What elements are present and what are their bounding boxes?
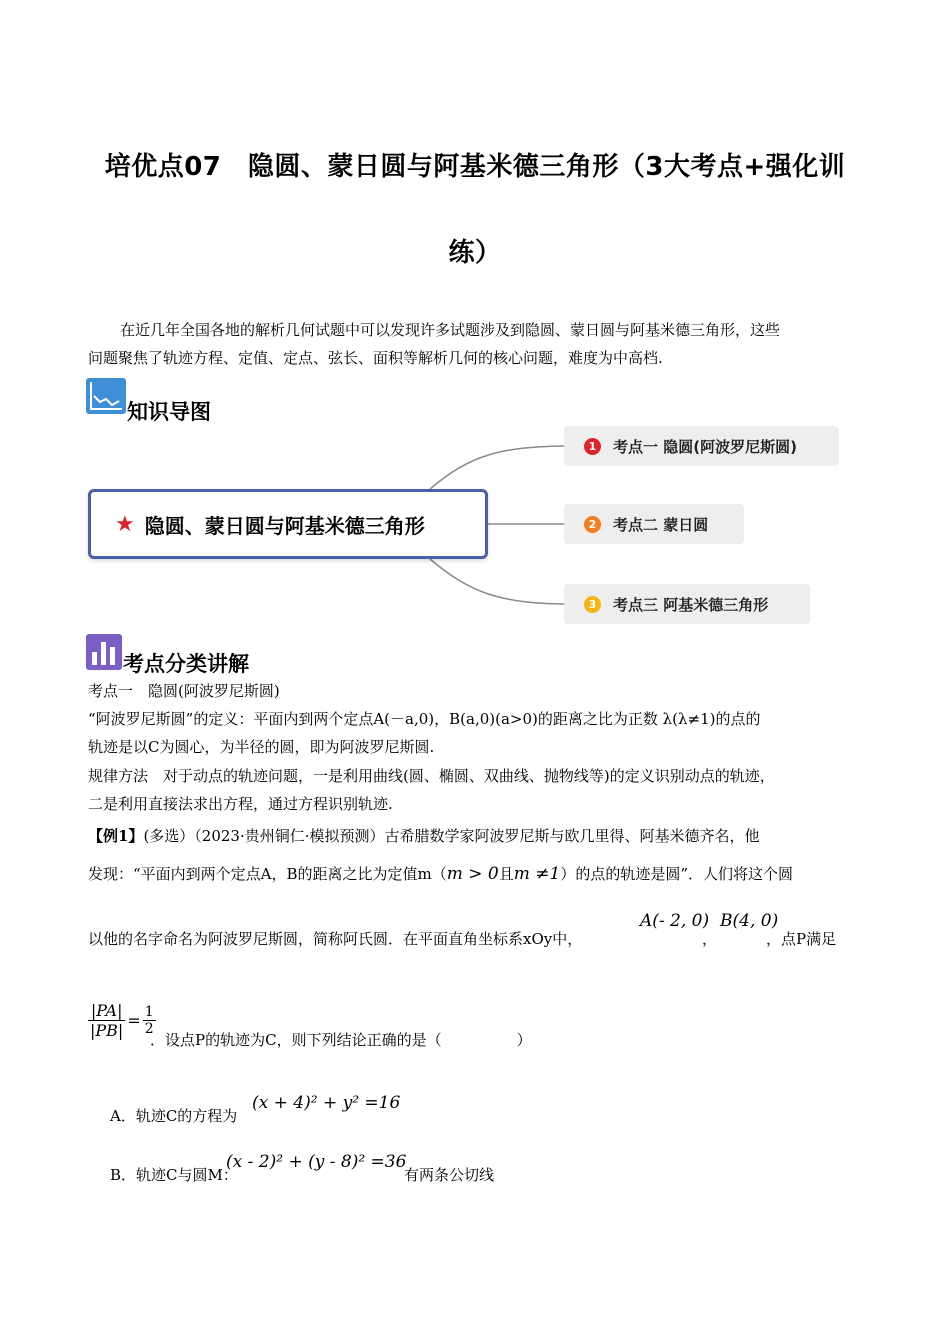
mindmap-node-2-label: 考点二 蒙日圆 bbox=[613, 515, 709, 534]
number-1-badge: 1 bbox=[584, 438, 601, 455]
number-2-badge: 2 bbox=[584, 516, 601, 533]
example-1-tag: 【例1】 bbox=[88, 827, 144, 845]
example-1-text-3a: 以他的名字命名为阿波罗尼斯圆，简称阿氏圆．在平面直角坐标系xOy中， bbox=[88, 930, 583, 948]
example-1-text-3b: ，点P满足 bbox=[766, 930, 837, 948]
ratio-formula bbox=[88, 1001, 156, 1040]
comma-separator: ， bbox=[702, 930, 718, 948]
point-b-coords: B(4, 0) bbox=[720, 911, 779, 931]
option-b-tail: 有两条公切线 bbox=[404, 1166, 495, 1184]
mindmap-central-node bbox=[88, 489, 488, 559]
mindmap-node-2 bbox=[564, 504, 744, 544]
ratio-numerator: |PA| bbox=[88, 1001, 125, 1021]
example-1-text-2b: 且 bbox=[498, 865, 514, 883]
half-numerator: 1 bbox=[144, 1004, 154, 1020]
option-a-equation: (x + 4)² + y² =16 bbox=[252, 1093, 401, 1113]
mindmap-node-3-label: 考点三 阿基米德三角形 bbox=[613, 595, 769, 614]
example-1-text: (多选）（2023·贵州铜仁·模拟预测）古希腊数学家阿波罗尼斯与欧几里得、阿基米德齐名，他 bbox=[143, 827, 760, 845]
page-title: 培优点07 隐圆、蒙日圆与阿基米德三角形（3大考点+强化训 bbox=[104, 152, 846, 182]
topic-1-title: 考点一 隐圆(阿波罗尼斯圆) bbox=[88, 682, 280, 700]
mindmap-node-1 bbox=[564, 426, 839, 466]
point-a-coords: A(- 2, 0) bbox=[640, 911, 710, 931]
mindmap-node-1-label: 考点一 隐圆(阿波罗尼斯圆) bbox=[613, 437, 797, 456]
mindmap-node-3 bbox=[564, 584, 810, 624]
option-a-text: A．轨迹C的方程为 bbox=[110, 1107, 238, 1125]
ratio-equals: = bbox=[127, 1011, 141, 1030]
example-1-line-1 bbox=[88, 822, 888, 850]
example-1-line-2 bbox=[88, 860, 888, 888]
definition-line-1: “阿波罗尼斯圆”的定义：平面内到两个定点A(－a,0)，B(a,0)(a>0)的距离之比为正数 λ(λ≠1)的点的 bbox=[88, 710, 761, 728]
page-title-continued: 练） bbox=[448, 238, 502, 268]
section-heading-knowledge-map: 知识导图 bbox=[127, 400, 211, 424]
section-heading-topics: 考点分类讲解 bbox=[123, 652, 249, 676]
example-1-text-2c: ）的点的轨迹是圆”．人们将这个圆 bbox=[560, 865, 794, 883]
ratio-denominator: |PB| bbox=[90, 1021, 124, 1040]
star-icon: ★ bbox=[115, 511, 135, 537]
condition-m-positive: m > 0 bbox=[446, 864, 499, 884]
definition-line-2: 轨迹是以C为圆心，为半径的圆，即为阿波罗尼斯圆. bbox=[88, 738, 435, 756]
intro-line-1: 在近几年全国各地的解析几何试题中可以发现许多试题涉及到隐圆、蒙日圆与阿基米德三角形，这些 bbox=[120, 321, 781, 339]
bar-chart-icon bbox=[86, 634, 122, 670]
intro-line-2: 问题聚焦了轨迹方程、定值、定点、弦长、面积等解析几何的核心问题，难度为中高档. bbox=[88, 349, 663, 367]
condition-m-not-one: m ≠1 bbox=[513, 864, 561, 884]
option-b-equation: (x - 2)² + (y - 8)² =36 bbox=[226, 1152, 407, 1172]
mindmap-central-label: 隐圆、蒙日圆与阿基米德三角形 bbox=[144, 513, 425, 538]
example-1-text-2a: 发现：“平面内到两个定点A，B的距离之比为定值m（ bbox=[88, 865, 447, 883]
example-1-line-4: ．设点P的轨迹为C，则下列结论正确的是（ ） bbox=[150, 1031, 532, 1049]
half-denominator: 2 bbox=[144, 1021, 154, 1037]
rule-line-1: 规律方法 对于动点的轨迹问题，一是利用曲线(圆、椭圆、双曲线、抛物线等)的定义识别动点的轨迹， bbox=[88, 767, 775, 785]
rule-line-2: 二是利用直接法求出方程，通过方程识别轨迹. bbox=[88, 795, 393, 813]
option-b-text: B．轨迹C与圆M： bbox=[110, 1166, 238, 1184]
ratio-pa-pb bbox=[88, 1001, 125, 1040]
number-3-badge: 3 bbox=[584, 596, 601, 613]
